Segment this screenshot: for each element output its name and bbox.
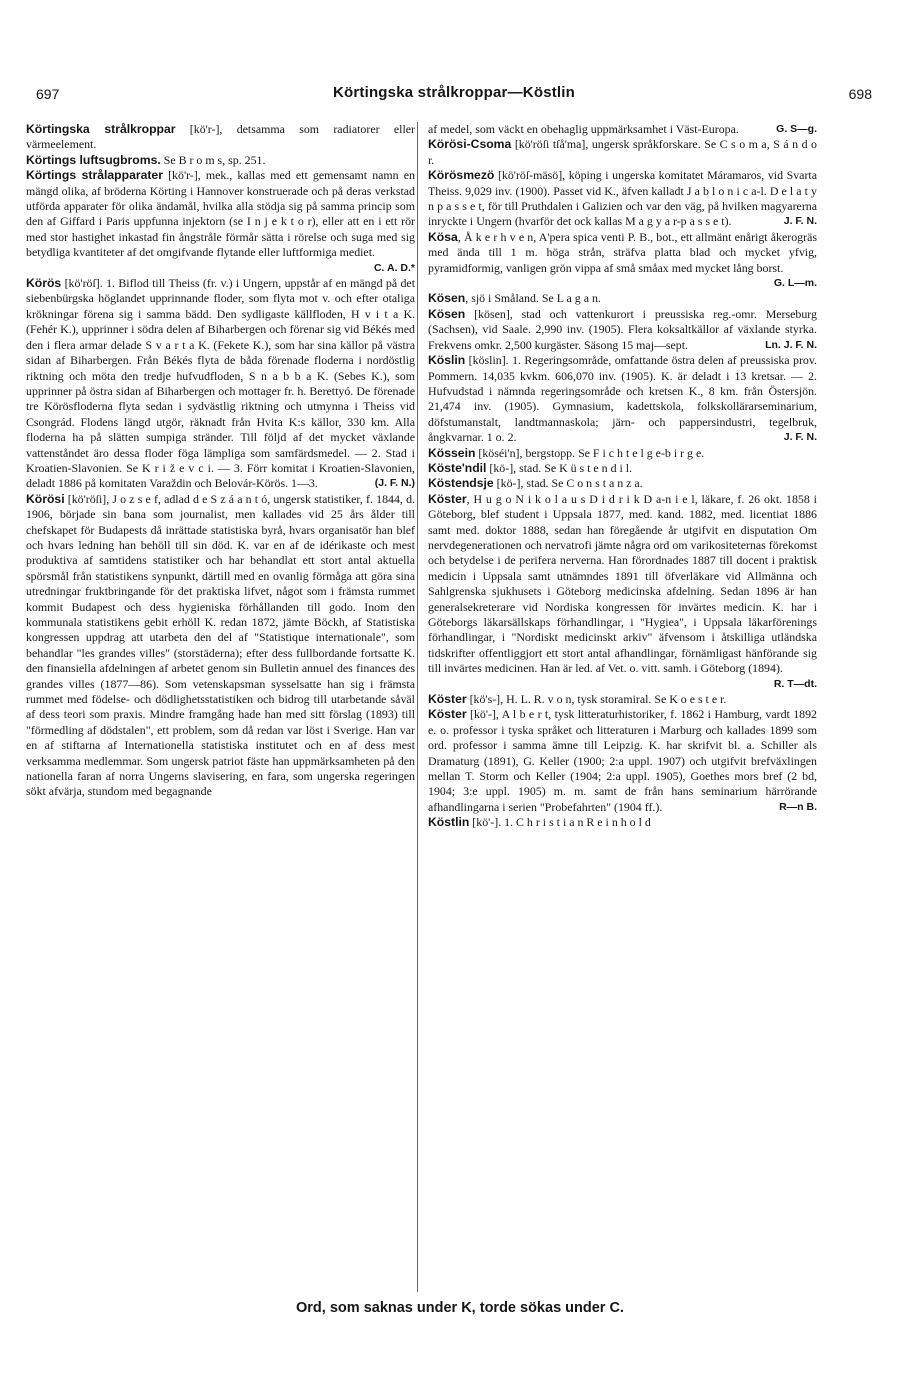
dictionary-entry <box>26 153 415 168</box>
entry-headword: Kösen <box>428 306 466 321</box>
dictionary-entry <box>428 692 817 707</box>
page-header <box>36 84 872 106</box>
entry-signature: J. F. N. <box>783 431 817 444</box>
running-title: Körtingska strålkroppar—Köstlin <box>332 84 576 101</box>
entry-text: [kö'röſ-mäsö], köping i ungerska komitatet Máramaros, vid Svarta Theiss. 9,029 inv. (1900). Passet vid K., äfven kalladt J a b l o n i c a-l. D e l a t y n p a s s e t, för till Pruthdalen i Galizien och var den väg, på hvilken magyarerna inryckte i Ungern (hvarför det ock kallas M a g y a r-p a s s e t). <box>428 168 817 229</box>
dictionary-entry <box>428 815 817 830</box>
entry-headword: Körtingska strålkroppar <box>26 122 176 136</box>
entry-headword: Körösi-Csoma <box>428 137 512 152</box>
entry-signature: R—n B. <box>779 800 817 813</box>
page-footer-note: Ord, som saknas under K, torde sökas under C. <box>296 1300 624 1316</box>
entry-text: [kö'-], A l b e r t, tysk litteraturhistoriker, f. 1862 i Hamburg, vardt 1892 e. o. professor i tyska språket och litteraturen i Marburg och kallades 1899 som ord. professor i samma ämne till Leipzig. K. har skrifvit bl. a. Schiller als Dramaturg (1891), G. Keller (1900; 2:a uppl. 1907) och utgifvit brefväxlingen mellan T. Storm och Keller (1904; 2:a uppl. 1905), Goethes mors bref (2 bd, 1904; 3:e uppl. 1905) m. m. samt de från hans seminarium härrörande afhandlingarna i serien "Probefahrten" (1904 ff.). <box>428 707 817 814</box>
left-column <box>26 122 415 800</box>
dictionary-entry <box>428 122 817 137</box>
entry-text: , Å k e r h v e n, A'pera spica venti P. B., bot., ett allmänt enårigt åkerogräs med ända till 1 m. höga strån, sträfva platta blad och mycket yfvig, pyramidformig, vanligen grön vippa af små småax med mycket lång borst. <box>428 229 817 275</box>
entry-headword: Köster <box>428 692 467 707</box>
entry-signature: C. A. D.* <box>373 261 415 274</box>
entry-headword: Köslin <box>428 353 466 368</box>
entry-headword: Köstlin <box>428 815 470 830</box>
entry-headword: Köste'ndil <box>428 460 487 475</box>
entry-signature: Ln. J. F. N. <box>765 338 817 351</box>
dictionary-entry <box>428 492 817 692</box>
entry-signature: G. S—g. <box>776 123 817 135</box>
entry-text: , H u g o N i k o l a u s D i d r i k D a-n i e l, läkare, f. 26 okt. 1858 i Göteborg, blef student i Uppsala 1877, med. kand. 1882, med. licentiat 1886 samt med. doktor 1888, sedan han föregående år utgifvit en disputation Om nervdegenerationen och nervatrofi jämte några ord om varikositeternas förekomst och betydelse i de perifera nerverna. Han förordnades 1887 till docent i praktisk medicin i Uppsala samt utnämndes 1891 till öfverläkare vid Allmänna och Sahlgrenska sjukhusets i Göteborg medicinska afdelning. Sedan 1896 är han generalsekreterare vid Nordiska kongressen för invärtes medicin. K. har i Göteborgs läkarsällskaps förhandlingar, i "Hygiea", i Uppsala läkarförenings förhandlingar, i "Nordiskt medicinskt arkiv" äfvensom i åtskilliga utländska tidskrifter offentliggjort ett stort antal afhandlingar, förnämligast hänförande sig till invärtes medicinen. Han är led. af Vet. o. vitt. samh. i Göteborg (1894). <box>428 491 817 676</box>
entry-headword: Körtings strålapparater <box>26 168 163 183</box>
entry-text: [kö'r-], detsamma som radiatorer eller värmeelement. <box>26 122 415 152</box>
dictionary-entry <box>428 353 817 445</box>
entry-headword: Kössein <box>428 445 476 460</box>
entry-text: af medel, som väckt en obehaglig uppmärksamhet i Väst-Europa. <box>428 122 739 136</box>
entry-text: Se B r o m s, sp. 251. <box>160 152 266 167</box>
entry-text: [kö'röſi tſå'ma], ungersk språkforskare. Se C s o m a, S á n d o r. <box>428 137 817 167</box>
entry-signature: R. T—dt. <box>773 677 817 690</box>
entry-headword: Köster <box>428 707 467 722</box>
entry-headword: Köstendsje <box>428 476 494 491</box>
dictionary-entry <box>26 276 415 492</box>
entry-text: , sjö i Småland. Se L a g a n. <box>465 291 601 306</box>
entry-headword: Körtings luftsugbroms. <box>26 152 161 167</box>
dictionary-entry <box>26 492 415 800</box>
entry-signature: (J. F. N.) <box>374 477 415 490</box>
page-number-right: 698 <box>848 86 872 102</box>
entry-headword: Körösi <box>26 491 65 506</box>
dictionary-entry <box>428 461 817 476</box>
entry-text: [kö'-]. 1. C h r i s t i a n R e i n h o l d <box>469 815 651 830</box>
entry-text: [köséi'n], bergstopp. Se F i c h t e l g e-b i r g e. <box>475 445 705 460</box>
entry-headword: Körös <box>26 276 62 291</box>
entry-headword: Köster <box>428 491 467 506</box>
entry-signature: G. L—m. <box>773 277 817 290</box>
entry-text: [kösen], stad och vattenkurort i preussiska reg.-omr. Merseburg (Sachsen), vid Saale. 2,990 inv. (1905). Flera koksaltkällor af växlande styrka. Frekvens omkr. 2,500 kurgäster. Säsong 15 maj—sept. <box>428 306 817 352</box>
entry-text: [kö-], stad. Se C o n s t a n z a. <box>493 476 643 491</box>
right-column <box>428 122 817 831</box>
dictionary-entry <box>428 476 817 491</box>
entry-text: [kö'röſi], J o z s e f, adlad d e S z á a n t ó, ungersk statistiker, f. 1844, d. 1906, började sin bana som journalist, men kallades vid 25 års ålder till chefskapet för Budapests då inrättade statistiska byrå, hvars organisatör han blef och hvars ledning han behöll till sin död. K. var en af de idérikaste och mest produktiva af samtidens statistiker och har behandlat ett stort antal aktuella spörsmål från statistikens synpunkt, därtill med en ovanlig förmåga att göra sina utredningar fruktbringande för det praktiska lifvet, något som i främsta rummet kommit Budapest och dess hygieniska förhållanden till godo. Inom den kommunala statistikens gebit erhöll K. redan 1872, jämte Böckh, af Statistiska kongressen uppdrag att utarbeta den del af "Statistique internationale", som behandlar "les grandes villes" (storstäderna); efter dess fullbordande fortsatte K. den finansiella afdelningen af arbetet genom sin Bulletin annuel des finances des grandes villes (1877—86). Som vetenskapsman sysselsatte han sig i främsta rummet med födelse- och dödlighetsstatistiken och bidrog till utarbetande såväl af dess teori som praxis. Mindre framgång hade han med sitt förslag (1893) till "förmedling af dödstalen", ett problem, som då redan var löst i Sverige. Han var en af stiftarna af Internationella statistiska institutet och en af dess mest verksamma medlemmar. Som ungersk patriot fäste han uppmärksamheten på den nationella faran af norra Ungerns slavisering, en fara, som ungerska regeringen sökt afvärja, stundom med begagnande <box>26 491 415 799</box>
dictionary-entry <box>428 137 817 168</box>
entry-text: [kö-], stad. Se K ü s t e n d i l. <box>486 460 633 475</box>
dictionary-entry <box>428 446 817 461</box>
entry-headword: Kösen <box>428 291 466 306</box>
column-divider <box>417 122 418 1292</box>
dictionary-entry <box>428 307 817 353</box>
page-number-left: 697 <box>36 86 60 102</box>
entry-text: [kö's-], H. L. R. v o n, tysk storamiral. Se K o e s t e r. <box>466 692 727 707</box>
entry-text: [kö'r-], mek., kallas med ett gemensamt namn en mängd olika, af bröderna Körting i Hannover konstruerade och på deras verkstad utförda apparater för olika ändamål, hvilka alla stödja sig på samma princip som den af Giffard i Paris uppfunna injektorn (se I n j e k t o r), eller att en i ett rör med stor hastighet inkastad fin ångstråle förmår sätta i rörelse och suga med sig betydliga kvantiteter af det omgifvande flytande eller luftformiga mediet. <box>26 168 415 260</box>
entry-headword: Körösmezö <box>428 168 495 183</box>
entry-headword: Kösa <box>428 229 458 244</box>
entry-text: [kö'röſ]. 1. Biflod till Theiss (fr. v.) i Ungern, uppstår af en mängd på det siebenbürgska höglandet upprinnande floder, som flyta mot v. och efter otaliga krökningar förena sig i samma bädd. Den sydligaste källfloden, H v i t a K. (Fehér K.), upprinner i södra delen af Biharbergen och förenar sig vid Békés med den i flera armar delade S v a r t a K. (Fekete K.), som har sina källor på västra sidan af Biharbergen. Från Békés flyta de båda förenade floderna i nordöstlig riktning och möta den tredje hufvudfloden, S n a b b a K. (Sebes K.), som upprinner på östra sidan af Biharbergen och mottager fr. h. Berettyó. De förenade tre Körösfloderna flyta sedan i sydvästlig riktning och utmynna i Theiss vid Csongrád. Flodens längd utgör, räknadt från Hvita K:s källor, 330 km. Alla floderna ha på slätten sumpiga stränder. Till följd af det mycket växlande vattenståndet äro dessa floder föga lämpliga som samfärdsmedel. — 2. Stad i Kroatien-Slavonien. Se K r i ž e v c i. — 3. Förr komitat i Kroatien-Slavonien, deladt 1886 på komitaten Varaždin och Belovár-Körös. 1—3. <box>26 276 415 491</box>
entry-text: [köslin]. 1. Regeringsområde, omfattande östra delen af preussiska prov. Pommern. 14,035 kvkm. 606,070 inv. (1905). K. är deladt i 13 kretsar. — 2. Hufvudstad i nämnda regeringsområde och kretsen K., 8 km. från Östersjön. 21,474 inv. (1905). Gymnasium, kadettskola, folkskollärarseminarium, döfstumanstalt, landtmannaskola; järn- och pappersindustri, tegelbruk, ångkvarnar. 1 o. 2. <box>428 353 817 445</box>
dictionary-entry <box>26 168 415 276</box>
dictionary-entry <box>26 122 415 153</box>
dictionary-entry <box>428 168 817 230</box>
dictionary-entry <box>428 230 817 292</box>
dictionary-entry <box>428 707 817 815</box>
dictionary-entry <box>428 291 817 306</box>
entry-signature: J. F. N. <box>783 215 817 228</box>
